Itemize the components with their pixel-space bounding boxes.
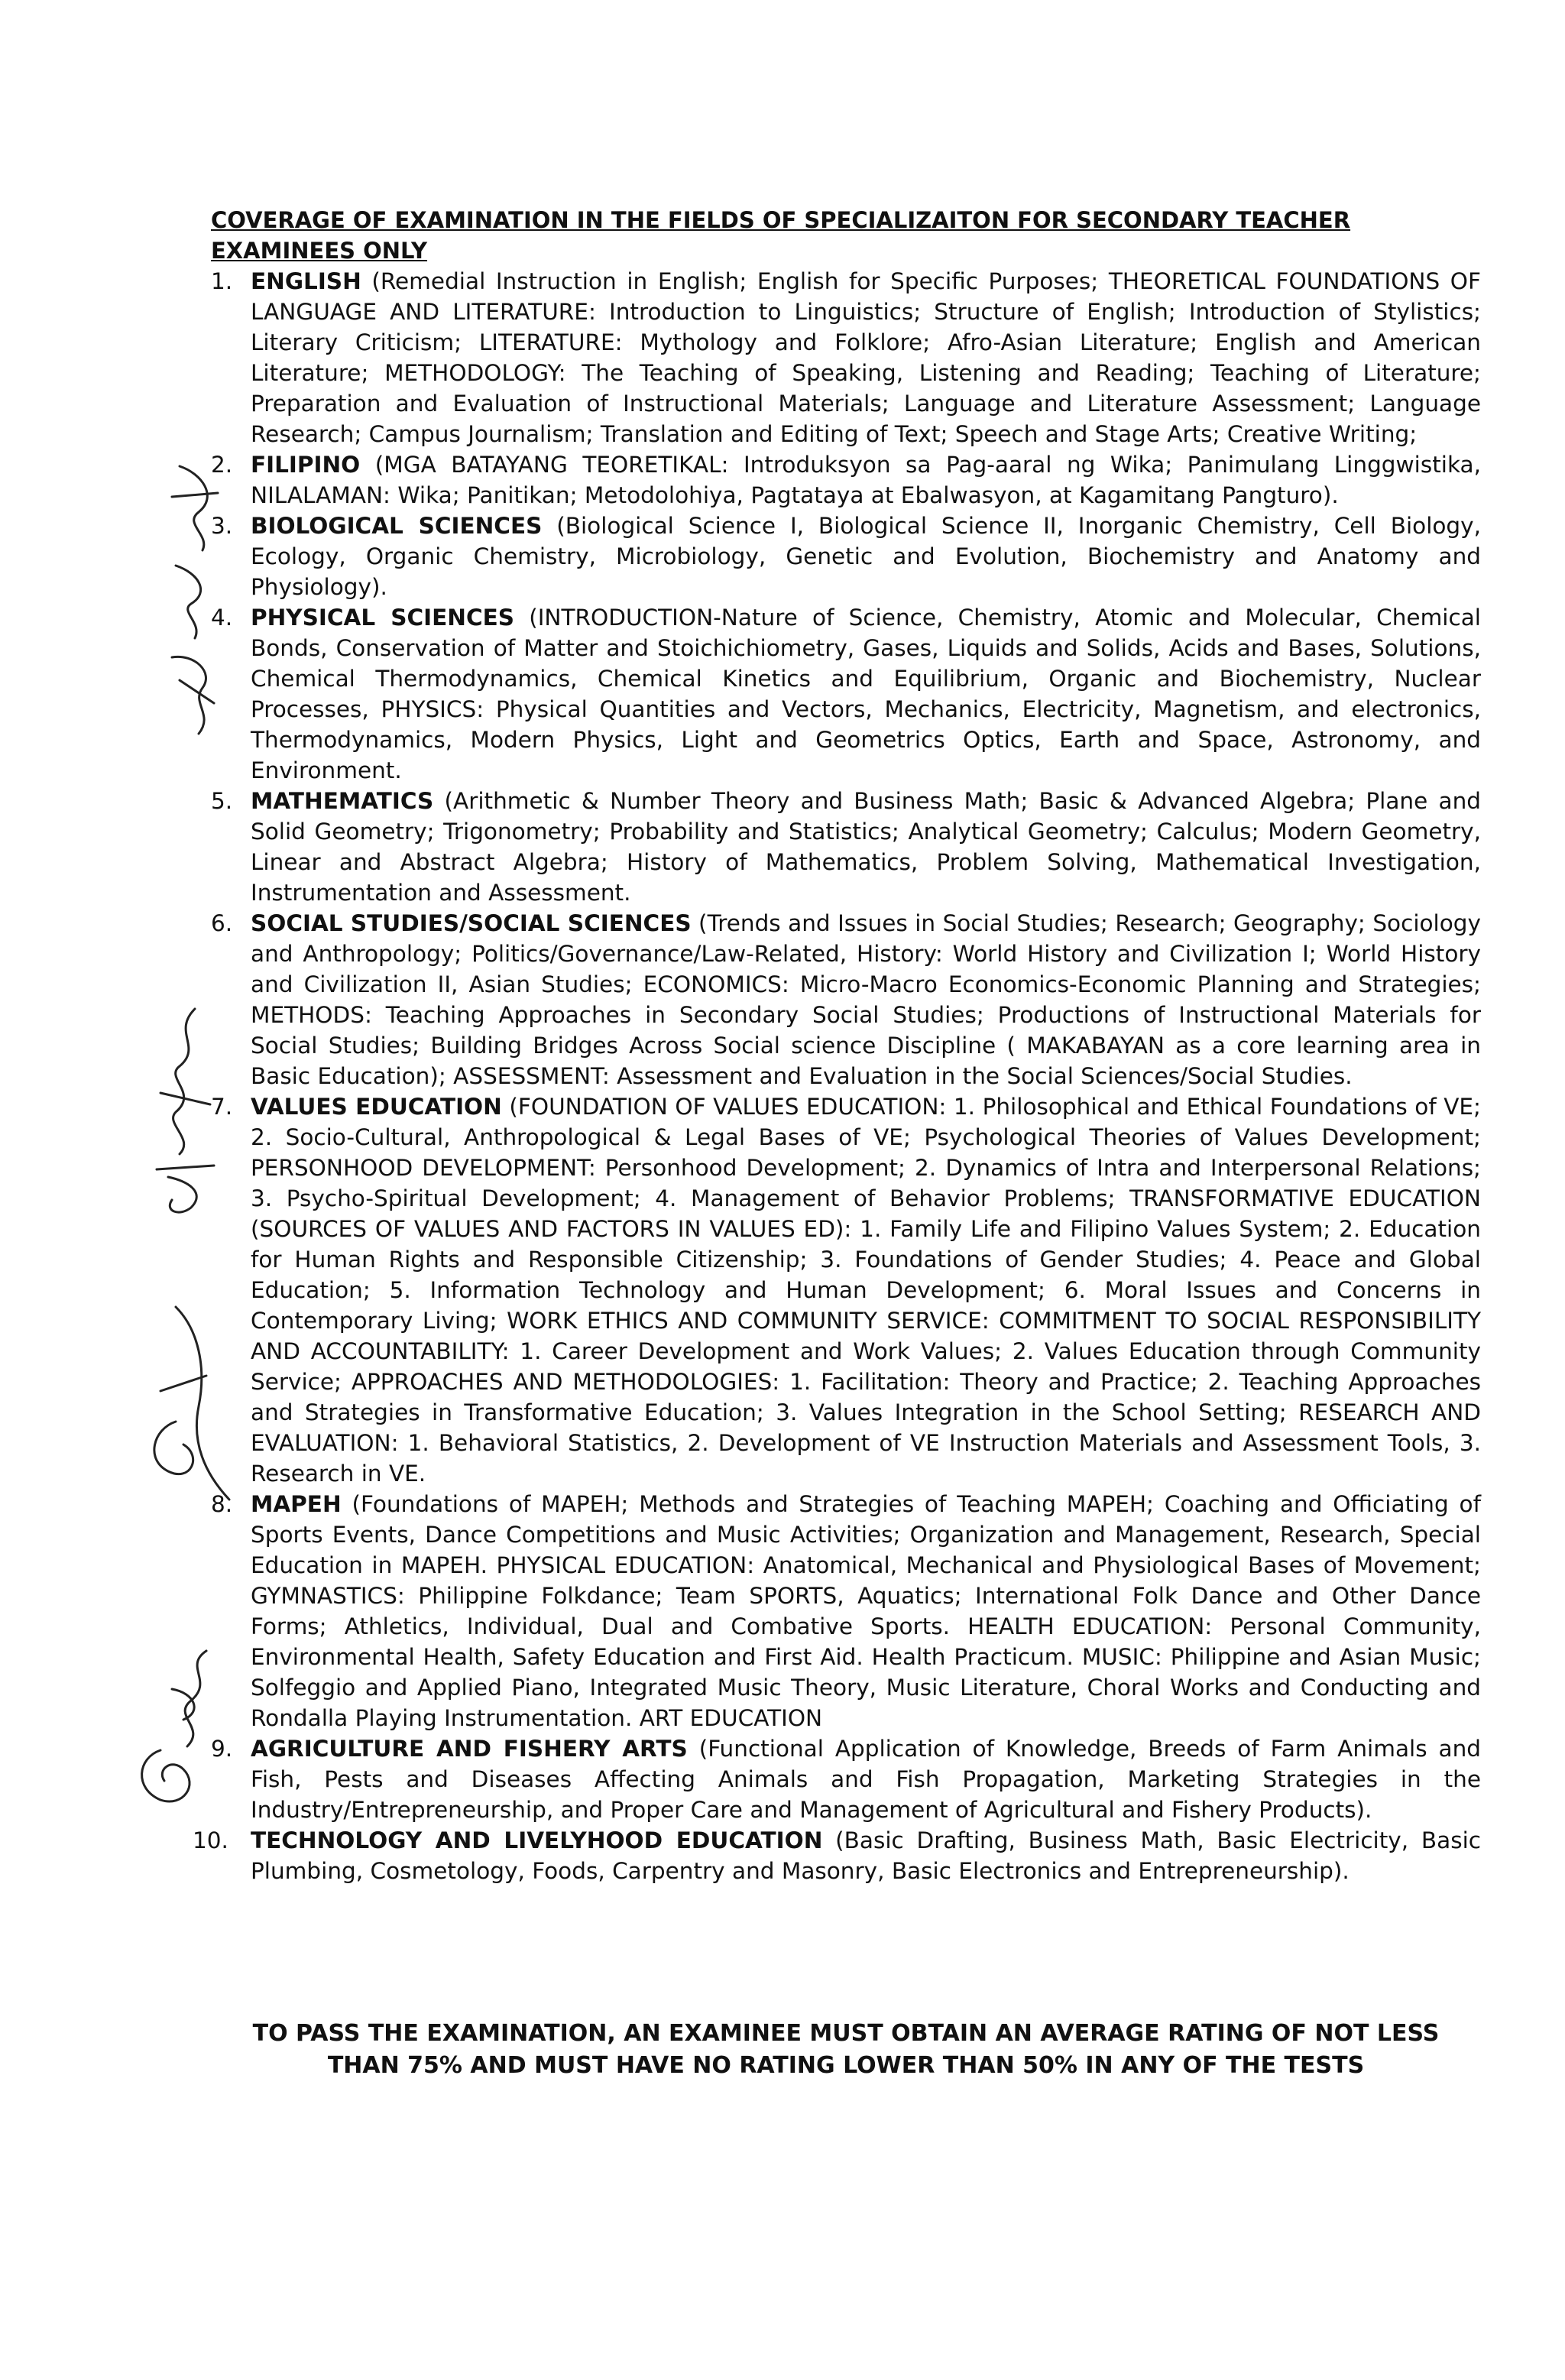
list-item: 5. MATHEMATICS (Arithmetic & Number Theory and Business Math; Basic & Advanced Algebra; Plane and Solid Geometry; Trigonometry; Probability and Statistics; Analytical Geometry; Calculus; Modern Geometry, Linear and Abstract Algebra; History of Mathematics, Problem Solving, Mathematical Investigation, Instrumentation and Assessment. [211, 788, 1481, 906]
document-title: COVERAGE OF EXAMINATION IN THE FIELDS OF SPECIALIZAITON FOR SECONDARY TEACHER EXAMINEES ONLY [211, 207, 1351, 264]
margin-signature-3 [130, 1299, 237, 1506]
list-item: 1. ENGLISH (Remedial Instruction in English; English for Specific Purposes; THEORETICAL FOUNDATIONS OF LANGUAGE AND LITERATURE: Introduction to Linguistics; Structure of English; Introduction of Stylistics; Literary Criticism; LITERATURE: Mythology and Folklore; Afro-Asian Literature; English and American Literature; METHODOLOGY: The Teaching of Speaking, Listening and Reading; Teaching of Literature; Preparation and Evaluation of Instructional Materials; Language and Literature Assessment; Language Research; Campus Journalism; Translation and Editing of Text; Speech and Stage Arts; Creative Writing; [211, 268, 1481, 447]
specialization-list [193, 266, 1481, 1886]
list-item: 4. PHYSICAL SCIENCES (INTRODUCTION-Nature of Science, Chemistry, Atomic and Molecular, Chemical Bonds, Conservation of Matter and Stoichichiometry, Gases, Liquids and Solids, Acids and Bases, Solutions, Chemical Thermodynamics, Chemical Kinetics and Equilibrium, Organic and Biochemistry, Nuclear Processes, PHYSICS: Physical Quantities and Vectors, Mechanics, Electricity, Magnetism, and electronics, Thermodynamics, Modern Physics, Light and Geometrics Optics, Earth and Space, Astronomy, and Environment. [211, 605, 1481, 783]
footer-line-1: TO PASS THE EXAMINATION, AN EXAMINEE MUST OBTAIN AN AVERAGE RATING OF NOT LESS [252, 2020, 1440, 2047]
list-item: 8. MAPEH (Foundations of MAPEH; Methods and Strategies of Teaching MAPEH; Coaching and Officiating of Sports Events, Dance Competitions and Music Activities; Organization and Management, Research, Special Education in MAPEH. PHYSICAL EDUCATION: Anatomical, Mechanical and Physiological Bases of Movement; GYMNASTICS: Philippine Folkdance; Team SPORTS, Aquatics; International Folk Dance and Other Dance Forms; Athletics, Individual, Dual and Combative Sports. HEALTH EDUCATION: Personal Community, Environmental Health, Safety Education and First Aid. Health Practicum. MUSIC: Philippine and Asian Music; Solfeggio and Applied Piano, Integrated Music Theory, Music Literature, Choral Works and Conducting and Rondalla Playing Instrumentation. ART EDUCATION [211, 1491, 1481, 1731]
margin-signature-4 [130, 1643, 229, 1811]
list-item: 10. TECHNOLOGY AND LIVELYHOOD EDUCATION (Basic Drafting, Business Math, Basic Electricity, Basic Plumbing, Cosmetology, Foods, Carpentry and Masonry, Basic Electronics and Entrepreneurship). [193, 1827, 1481, 1884]
list-item: 3. BIOLOGICAL SCIENCES (Biological Science I, Biological Science II, Inorganic Chemistry, Cell Biology, Ecology, Organic Chemistry, Microbiology, Genetic and Evolution, Biochemistry and Anatomy and Physiology). [211, 513, 1481, 600]
footer-line-2: THAN 75% AND MUST HAVE NO RATING LOWER THAN 50% IN ANY OF THE TESTS [327, 2052, 1365, 2079]
list-item: 6. SOCIAL STUDIES/SOCIAL SCIENCES (Trends and Issues in Social Studies; Research; Geography; Sociology and Anthropology; Politics/Governance/Law-Related, History: World History and Civilization I; World History and Civilization II, Asian Studies; ECONOMICS: Micro-Macro Economics-Economic Planning and Strategies; METHODS: Teaching Approaches in Secondary Social Studies; Productions of Instructional Materials for Social Studies; Building Bridges Across Social science Discipline ( MAKABAYAN as a core learning area in Basic Education); ASSESSMENT: Assessment and Evaluation in the Social Sciences/Social Studies. [211, 910, 1481, 1089]
margin-signature-2 [141, 1001, 225, 1223]
document-body [193, 205, 1481, 1886]
passing-requirement-note [211, 2018, 1481, 2082]
list-item: 7. VALUES EDUCATION (FOUNDATION OF VALUES EDUCATION: 1. Philosophical and Ethical Foundations of VE; 2. Socio-Cultural, Anthropological & Legal Bases of VE; Psychological Theories of Values Development; PERSONHOOD DEVELOPMENT: Personhood Development; 2. Dynamics of Intra and Interpersonal Relations; 3. Psycho-Spiritual Development; 4. Management of Behavior Problems; TRANSFORMATIVE EDUCATION (SOURCES OF VALUES AND FACTORS IN VALUES ED): 1. Family Life and Filipino Values System; 2. Education for Human Rights and Responsible Citizenship; 3. Foundations of Gender Studies; 4. Peace and Global Education; 5. Information Technology and Human Development; 6. Moral Issues and Concerns in Contemporary Living; WORK ETHICS AND COMMUNITY SERVICE: COMMITMENT TO SOCIAL RESPONSIBILITY AND ACCOUNTABILITY: 1. Career Development and Work Values; 2. Values Education through Community Service; APPROACHES AND METHODOLOGIES: 1. Facilitation: Theory and Practice; 2. Teaching Approaches and Strategies in Transformative Education; 3. Values Integration in the School Setting; RESEARCH AND EVALUATION: 1. Behavioral Statistics, 2. Development of VE Instruction Materials and Assessment Tools, 3. Research in VE. [211, 1094, 1481, 1487]
list-item: 2. FILIPINO (MGA BATAYANG TEORETIKAL: Introduksyon sa Pag-aaral ng Wika; Panimulang Linggwistika, NILALAMAN: Wika; Panitikan; Metodolohiya, Pagtataya at Ebalwasyon, at Kagamitang Pangturo). [211, 452, 1481, 508]
list-item: 9. AGRICULTURE AND FISHERY ARTS (Functional Application of Knowledge, Breeds of Farm Animals and Fish, Pests and Diseases Affecting Animals and Fish Propagation, Marketing Strategies in the Industry/Entrepreneurship, and Proper Care and Management of Agricultural and Fishery Products). [211, 1736, 1481, 1823]
margin-signature-1 [157, 451, 229, 757]
